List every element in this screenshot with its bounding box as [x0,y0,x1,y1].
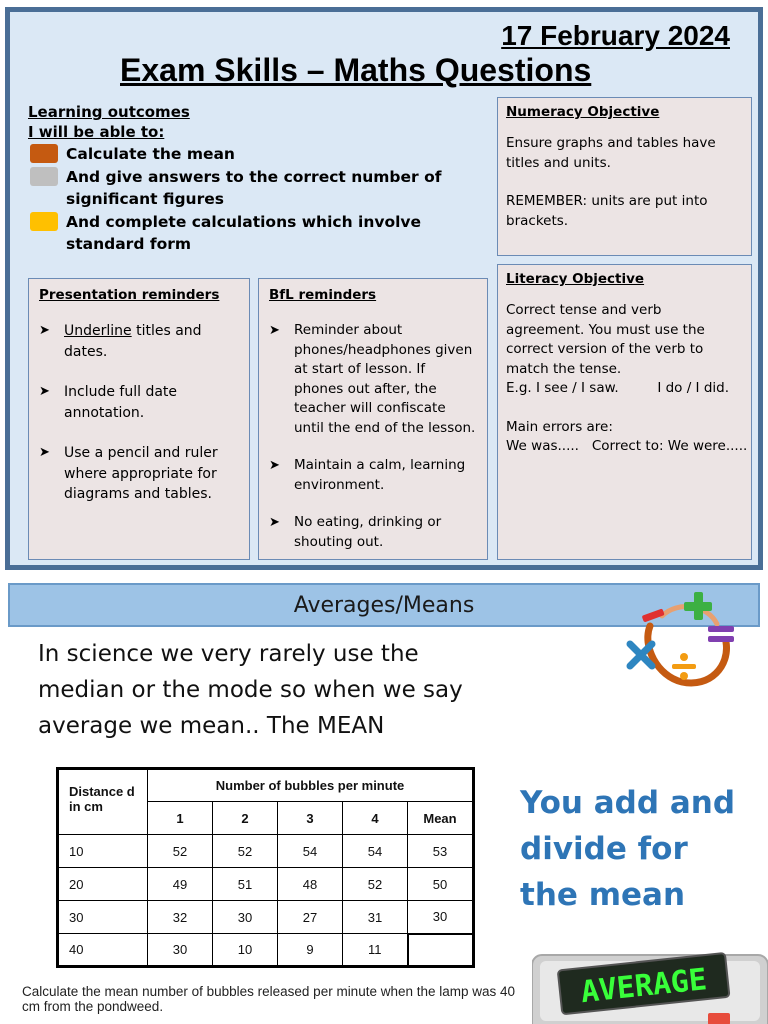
arrow-bullet-icon: ➤ [39,384,50,399]
literacy-errors: We was..... Correct to: We were..... [506,438,748,454]
lesson-date: 17 February 2024 [501,20,730,51]
table-cell: 49 [148,868,213,901]
table-cell: 30 [58,901,148,934]
numeracy-text: Ensure graphs and tables have titles and units. [506,135,716,171]
arrow-bullet-icon: ➤ [269,458,280,473]
table-cell: 54 [278,835,343,868]
table-cell: 52 [213,835,278,868]
table-row-header: Distance d in cm [58,769,148,835]
mean-rule-callout [520,780,735,918]
table-row [58,835,474,868]
bullet-text: Reminder about phones/headphones given at start of lesson. If phones out after, the teacher will confiscate until the end of the lesson. [294,322,476,436]
bullet-text: No eating, drinking or shouting out. [294,514,442,550]
learning-outcomes-subheading: I will be able to: [28,123,165,141]
bullet-text: Maintain a calm, learning environment. [294,457,466,493]
table-cell: 9 [278,934,343,967]
table-row [58,868,474,901]
table-cell: 30 [408,901,474,934]
table-col-header: Mean [408,802,474,835]
numeracy-reminder: REMEMBER: units are put into brackets. [506,193,708,229]
outcome-item [28,211,498,255]
table-cell: 20 [58,868,148,901]
table-col-header: 4 [343,802,408,835]
table-row [58,934,474,967]
literacy-heading: Literacy Objective [506,271,645,287]
outcome-text: And complete calculations which involve standard form [66,213,422,253]
arrow-bullet-icon: ➤ [39,323,50,338]
table-cell: 52 [148,835,213,868]
arrow-bullet-icon: ➤ [269,323,280,338]
learning-outcomes [28,102,498,255]
outcome-swatch-yellow [30,212,58,231]
numeracy-heading: Numeracy Objective [506,104,660,120]
average-calculator-icon [532,947,768,1024]
table-col-header: 2 [213,802,278,835]
literacy-errors-label: Main errors are: [506,418,613,435]
table-cell: 10 [213,934,278,967]
outcome-item [28,166,498,210]
section-title: Averages/Means [293,593,475,618]
math-symbols-icon [622,586,742,696]
table-cell: 32 [148,901,213,934]
presentation-bullet [39,321,239,362]
table-cell: 40 [58,934,148,967]
question-text: Calculate the mean number of bubbles released per minute when the lamp was 40 cm from the pondweed. [22,984,516,1014]
mean-rule-line: You add and [520,785,736,821]
numeracy-objective-panel [497,97,752,256]
calculator-display-text: AVERAGE [579,962,709,1011]
empty-answer-cell[interactable] [408,934,474,967]
table-cell: 48 [278,868,343,901]
bubbles-table [56,767,475,968]
mean-rule-line: divide for [520,831,688,867]
arrow-bullet-icon: ➤ [39,445,50,460]
bullet-text: Use a pencil and ruler where appropriate for diagrams and tables. [64,445,218,502]
table-group-header: Number of bubbles per minute [148,769,474,802]
bfl-reminders-panel [258,278,488,560]
literacy-objective-panel [497,264,752,560]
outcome-text: Calculate the mean [66,145,235,163]
table-row [58,901,474,934]
table-cell: 30 [148,934,213,967]
slide-exam-skills [5,7,763,570]
bullet-text: titles and dates. [64,323,202,360]
table-cell: 31 [343,901,408,934]
literacy-text: Correct tense and verb agreement. You must use the correct version of the verb to match the tense. [506,302,705,377]
table-cell: 50 [408,868,474,901]
bfl-bullet [269,321,477,438]
literacy-example: E.g. I see / I saw. I do / I did. [506,380,730,396]
underline-word: Underline [64,323,132,339]
table-col-header: 1 [148,802,213,835]
table-cell: 51 [213,868,278,901]
table-cell: 27 [278,901,343,934]
outcome-swatch-grey [30,167,58,186]
bfl-bullet [269,456,477,495]
slide-averages [0,580,768,1024]
table-col-header: 3 [278,802,343,835]
presentation-bullet [39,443,239,505]
table-cell: 11 [343,934,408,967]
outcome-text: And give answers to the correct number of significant figures [66,168,442,208]
outcome-item [28,143,498,165]
presentation-heading: Presentation reminders [39,287,220,303]
bullet-text: Include full date annotation. [64,384,178,421]
table-cell: 10 [58,835,148,868]
table-cell: 30 [213,901,278,934]
intro-text: In science we very rarely use the median or the mode so when we say average we mean.. The MEAN [38,641,463,739]
mean-rule-line: the mean [520,877,686,913]
presentation-reminders-panel [28,278,250,560]
learning-outcomes-heading: Learning outcomes [28,103,190,121]
table-cell: 53 [408,835,474,868]
outcome-swatch-orange [30,144,58,163]
table-cell: 52 [343,868,408,901]
table-cell: 54 [343,835,408,868]
arrow-bullet-icon: ➤ [269,515,280,530]
bfl-heading: BfL reminders [269,287,377,303]
slide-title: Exam Skills – Maths Questions [120,52,592,88]
presentation-bullet [39,382,239,423]
bfl-bullet [269,513,477,552]
